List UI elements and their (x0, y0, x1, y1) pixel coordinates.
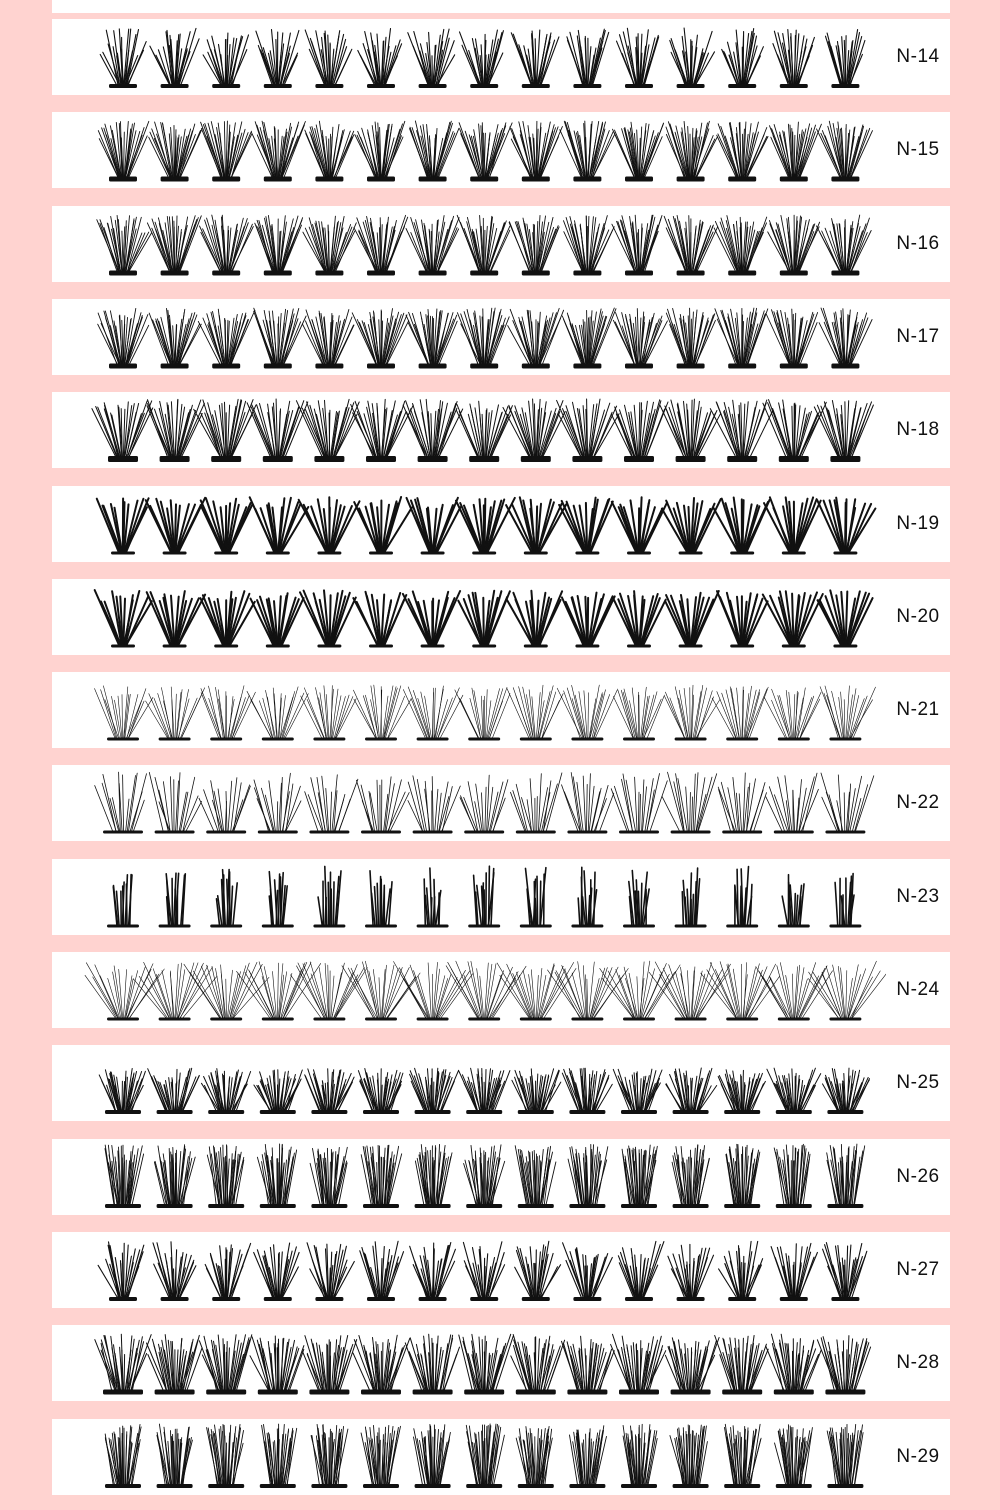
lash-cluster (251, 593, 304, 647)
lash-cluster (821, 773, 874, 834)
lash-cluster (460, 30, 504, 88)
lash-strip-image (80, 1045, 886, 1121)
lash-cluster (410, 121, 460, 182)
lash-cluster (105, 1145, 144, 1208)
lash-cluster (353, 592, 406, 648)
lash-cluster (407, 498, 461, 555)
lash-cluster (613, 1069, 662, 1114)
lash-cluster (98, 1242, 144, 1301)
lash-cluster (562, 773, 614, 834)
lash-cluster (715, 308, 768, 368)
lash-cluster (201, 498, 253, 554)
lash-cluster (718, 1070, 765, 1114)
lash-cluster (660, 399, 720, 462)
lash-style-row (52, 206, 950, 282)
lash-cluster (766, 773, 819, 833)
lash-cluster (511, 30, 559, 88)
lash-cluster (714, 216, 767, 276)
lash-cluster (670, 28, 715, 88)
lash-cluster (621, 1424, 657, 1488)
lash-cluster (665, 1338, 719, 1395)
lash-cluster (557, 399, 620, 462)
lash-cluster (564, 216, 615, 276)
lash-style-code: N-23 (896, 886, 940, 907)
lash-cluster (817, 1336, 870, 1395)
lash-cluster (446, 961, 526, 1020)
lash-cluster (365, 871, 397, 928)
lash-cluster (613, 591, 666, 647)
lash-cluster (569, 1426, 606, 1488)
lash-cluster (722, 29, 764, 89)
lash-cluster (766, 309, 817, 368)
lash-strip-image (80, 579, 886, 655)
lash-cluster (260, 1424, 297, 1488)
lash-cluster (649, 962, 730, 1021)
lash-cluster (613, 687, 664, 740)
lash-cluster (95, 772, 147, 833)
lash-cluster (823, 1068, 870, 1114)
lash-cluster (459, 1068, 510, 1114)
lash-cluster (146, 687, 205, 741)
lash-cluster (92, 401, 153, 462)
lash-cluster (361, 1425, 400, 1488)
lash-cluster (201, 686, 256, 741)
lash-cluster (562, 308, 616, 369)
lash-cluster (567, 29, 609, 88)
lash-strip-image (80, 486, 886, 562)
lash-cluster (97, 215, 152, 275)
lash-cluster (148, 1068, 200, 1114)
lash-cluster (410, 1068, 459, 1114)
lash-cluster (817, 498, 875, 555)
lash-cluster (764, 497, 821, 554)
lash-cluster (202, 1069, 251, 1114)
lash-cluster (408, 776, 460, 834)
lash-cluster (199, 1335, 251, 1395)
lash-style-row (52, 486, 950, 562)
lash-cluster (511, 1335, 565, 1395)
lash-strip-image (80, 1139, 886, 1215)
lash-cluster (666, 308, 715, 368)
lash-cluster (562, 1336, 615, 1394)
lash-cluster (764, 688, 821, 741)
lash-style-row (52, 1045, 950, 1121)
lash-cluster (666, 1068, 717, 1114)
lash-cluster (662, 772, 717, 833)
lash-cluster (247, 399, 308, 462)
lash-strip-image (80, 392, 886, 468)
lash-cluster (97, 498, 149, 554)
lash-cluster (820, 686, 875, 741)
lash-cluster (354, 215, 408, 275)
lash-cluster (351, 399, 414, 462)
lash-cluster (773, 30, 815, 88)
lash-cluster (254, 308, 306, 368)
lash-style-row (52, 1139, 950, 1215)
lash-style-code: N-15 (896, 139, 940, 160)
lash-strip-image (80, 1325, 886, 1401)
lash-cluster (818, 590, 873, 647)
lash-strip-image (80, 672, 886, 748)
lash-cluster (203, 33, 248, 88)
lash-cluster (154, 1145, 195, 1208)
lash-style-row (52, 672, 950, 748)
lash-strip-image (80, 765, 886, 841)
lash-cluster (95, 1334, 151, 1394)
lash-cluster (301, 686, 357, 741)
lash-strip-image (80, 1232, 886, 1308)
lash-cluster (358, 1069, 403, 1115)
lash-cluster (665, 685, 721, 740)
lash-cluster (468, 866, 500, 927)
lash-cluster (147, 1335, 203, 1395)
lash-cluster (207, 1424, 245, 1488)
lash-cluster (817, 121, 873, 181)
lash-style-code: N-28 (896, 1352, 940, 1373)
lash-cluster (262, 872, 294, 928)
lash-cluster (406, 216, 459, 276)
lash-style-row (52, 579, 950, 655)
lash-cluster (675, 868, 707, 927)
lash-cluster (354, 497, 412, 555)
lash-cluster (726, 867, 758, 928)
lash-cluster (712, 686, 768, 740)
lash-cluster (194, 399, 256, 462)
lash-cluster (307, 1243, 354, 1301)
lash-cluster (714, 498, 770, 555)
lash-cluster (766, 1334, 822, 1394)
lash-cluster (503, 399, 565, 462)
lash-cluster (296, 399, 359, 462)
lash-cluster (665, 591, 719, 648)
lash-cluster (458, 591, 510, 648)
lash-cluster (710, 400, 772, 462)
lash-cluster (305, 121, 354, 181)
lash-cluster (149, 772, 201, 833)
lash-cluster (819, 308, 872, 369)
lash-cluster (511, 773, 562, 834)
lash-cluster (618, 1241, 664, 1301)
lash-cluster (509, 216, 559, 276)
lash-cluster (150, 28, 199, 88)
lash-cluster (771, 1243, 817, 1301)
lash-cluster (562, 1068, 612, 1114)
lash-cluster (512, 1069, 561, 1114)
lash-cluster (405, 1334, 459, 1394)
lash-cluster (456, 401, 512, 462)
lash-cluster (664, 216, 718, 276)
lash-cluster (98, 121, 149, 181)
lash-strip-image (80, 859, 886, 935)
lash-cluster (157, 1424, 193, 1488)
lash-cluster (255, 216, 303, 276)
lash-cluster (360, 1241, 404, 1301)
lash-style-row (52, 1419, 950, 1495)
lash-cluster (666, 121, 717, 181)
top-card-edge (52, 0, 950, 13)
lash-cluster (146, 498, 205, 555)
lash-cluster (153, 1242, 196, 1301)
lash-cluster (719, 1241, 763, 1301)
lash-cluster (358, 29, 402, 88)
lash-cluster (403, 399, 463, 462)
lash-cluster (200, 591, 254, 647)
lash-cluster (98, 308, 149, 368)
lash-cluster (254, 1070, 302, 1114)
lash-cluster (256, 30, 299, 89)
lash-cluster (313, 866, 345, 927)
lash-cluster (770, 122, 822, 181)
lash-style-code: N-22 (896, 792, 940, 813)
lash-cluster (516, 1426, 554, 1488)
lash-cluster (107, 875, 139, 928)
lash-strip-image (80, 112, 886, 188)
lash-cluster (201, 121, 252, 181)
lash-cluster (100, 29, 146, 88)
lash-cluster (95, 590, 152, 647)
lash-cluster (611, 400, 668, 462)
lash-cluster (508, 308, 564, 368)
lash-cluster (717, 122, 768, 182)
lash-cluster (560, 121, 615, 181)
lash-cluster (133, 962, 217, 1020)
lash-cluster (829, 874, 861, 928)
lash-cluster (715, 1336, 769, 1395)
lash-cluster (250, 1336, 304, 1395)
lash-cluster (768, 215, 820, 275)
lash-cluster (353, 685, 411, 741)
lash-style-code: N-26 (896, 1166, 940, 1187)
lash-cluster (200, 215, 254, 275)
lash-style-row (52, 19, 950, 95)
lash-cluster (520, 868, 552, 928)
lash-cluster (205, 1243, 250, 1301)
lash-cluster (571, 867, 603, 927)
lash-style-row (52, 765, 950, 841)
lash-cluster (361, 1145, 402, 1208)
lash-cluster (506, 497, 566, 554)
lash-style-code: N-29 (896, 1446, 940, 1467)
lash-cluster (257, 1144, 296, 1208)
lash-cluster (463, 1242, 504, 1301)
lash-cluster (774, 1144, 812, 1208)
lash-cluster (352, 309, 409, 369)
lash-cluster (250, 497, 309, 554)
lash-cluster (623, 871, 655, 928)
lash-cluster (507, 685, 563, 740)
lash-cluster (406, 309, 457, 369)
lash-cluster (621, 1145, 657, 1208)
lash-style-row (52, 1232, 950, 1308)
lash-cluster (403, 591, 460, 648)
lash-cluster (353, 1335, 410, 1394)
lash-style-row (52, 1325, 950, 1401)
lash-cluster (459, 1334, 513, 1394)
lash-style-row (52, 859, 950, 935)
lash-cluster (305, 1069, 354, 1114)
lash-cluster (342, 961, 420, 1020)
lash-style-row (52, 952, 950, 1028)
lash-cluster (459, 123, 512, 182)
lash-cluster (763, 400, 826, 462)
lash-cluster (311, 1424, 348, 1488)
lash-cluster (159, 873, 191, 927)
lash-cluster (95, 686, 154, 741)
lash-cluster (763, 591, 823, 647)
lash-style-code: N-20 (896, 606, 940, 627)
lash-strip-image (80, 299, 886, 375)
lash-cluster (254, 1243, 299, 1301)
lash-cluster (827, 1424, 863, 1488)
lash-cluster (303, 216, 356, 275)
lash-cluster (237, 962, 321, 1021)
lash-cluster (210, 870, 242, 928)
lash-cluster (207, 1145, 244, 1208)
lash-cluster (105, 1425, 141, 1489)
lash-cluster (672, 1145, 709, 1208)
lash-style-row (52, 392, 950, 468)
lash-strip-image (80, 1419, 886, 1495)
lash-cluster (507, 591, 562, 648)
lash-cluster (466, 1424, 504, 1488)
lash-cluster (568, 1144, 608, 1208)
lash-cluster (302, 1336, 357, 1395)
lash-style-code: N-24 (896, 979, 940, 1000)
lash-cluster (668, 1244, 714, 1301)
lash-cluster (515, 1241, 561, 1301)
lash-style-code: N-21 (896, 699, 940, 720)
lash-style-code: N-17 (896, 326, 940, 347)
lash-cluster (147, 399, 204, 462)
lash-strip-image (80, 206, 886, 282)
lash-strip-image (80, 19, 886, 95)
lash-cluster (612, 497, 667, 554)
lash-cluster (355, 121, 405, 181)
lash-cluster (310, 1147, 347, 1208)
lash-style-code: N-25 (896, 1072, 940, 1093)
lash-cluster (403, 686, 463, 741)
lash-cluster (613, 122, 664, 181)
lash-cluster (670, 1425, 709, 1488)
lash-cluster (617, 28, 659, 88)
lash-cluster (778, 875, 810, 928)
lash-cluster (300, 590, 356, 647)
lash-cluster (717, 591, 768, 647)
lash-cluster (251, 121, 305, 181)
lash-cluster (302, 310, 354, 369)
lash-cluster (149, 308, 201, 368)
lash-cluster (247, 687, 308, 741)
lash-cluster (510, 121, 563, 181)
lash-cluster (612, 215, 662, 275)
lash-cluster (724, 1144, 760, 1208)
lash-cluster (559, 498, 613, 555)
lash-cluster (198, 309, 255, 368)
lash-cluster (457, 308, 509, 368)
lash-cluster (557, 685, 617, 740)
lash-cluster (147, 591, 205, 647)
lash-cluster (460, 775, 508, 833)
lash-style-row (52, 112, 950, 188)
lash-style-code: N-27 (896, 1259, 940, 1280)
lash-cluster (767, 1068, 821, 1114)
lash-style-code: N-18 (896, 419, 940, 440)
lash-strip-image (80, 952, 886, 1028)
lash-cluster (415, 1144, 452, 1208)
lash-cluster (701, 962, 780, 1021)
lash-cluster (613, 309, 667, 369)
lash-cluster (724, 1424, 761, 1488)
lash-cluster (408, 29, 455, 88)
lash-cluster (149, 122, 202, 182)
lash-cluster (563, 1243, 613, 1301)
lash-cluster (826, 30, 865, 88)
lash-cluster (718, 773, 766, 834)
lash-cluster (457, 215, 510, 275)
lash-cluster (817, 215, 872, 275)
lash-cluster (600, 961, 680, 1020)
lash-cluster (356, 777, 409, 834)
lash-cluster (611, 1334, 666, 1394)
lash-cluster (147, 216, 201, 276)
lash-cluster (662, 498, 721, 555)
lash-cluster (775, 1425, 813, 1488)
lash-cluster (199, 778, 250, 834)
lash-style-code: N-19 (896, 513, 940, 534)
lash-style-row (52, 299, 950, 375)
lash-cluster (464, 1145, 505, 1208)
lash-cluster (414, 1424, 451, 1488)
lash-cluster (827, 1144, 865, 1208)
lash-cluster (254, 773, 301, 833)
lash-cluster (299, 497, 360, 554)
lash-style-code: N-16 (896, 233, 940, 254)
lash-cluster (823, 1243, 867, 1301)
lash-cluster (515, 1146, 556, 1208)
lash-cluster (305, 775, 358, 834)
lash-cluster (611, 774, 667, 834)
lash-cluster (417, 868, 449, 928)
lash-cluster (99, 1069, 145, 1115)
lash-cluster (410, 1243, 456, 1302)
lash-cluster (305, 30, 352, 88)
lash-cluster (562, 593, 615, 648)
lash-cluster (85, 963, 164, 1021)
lash-style-code: N-14 (896, 46, 940, 67)
